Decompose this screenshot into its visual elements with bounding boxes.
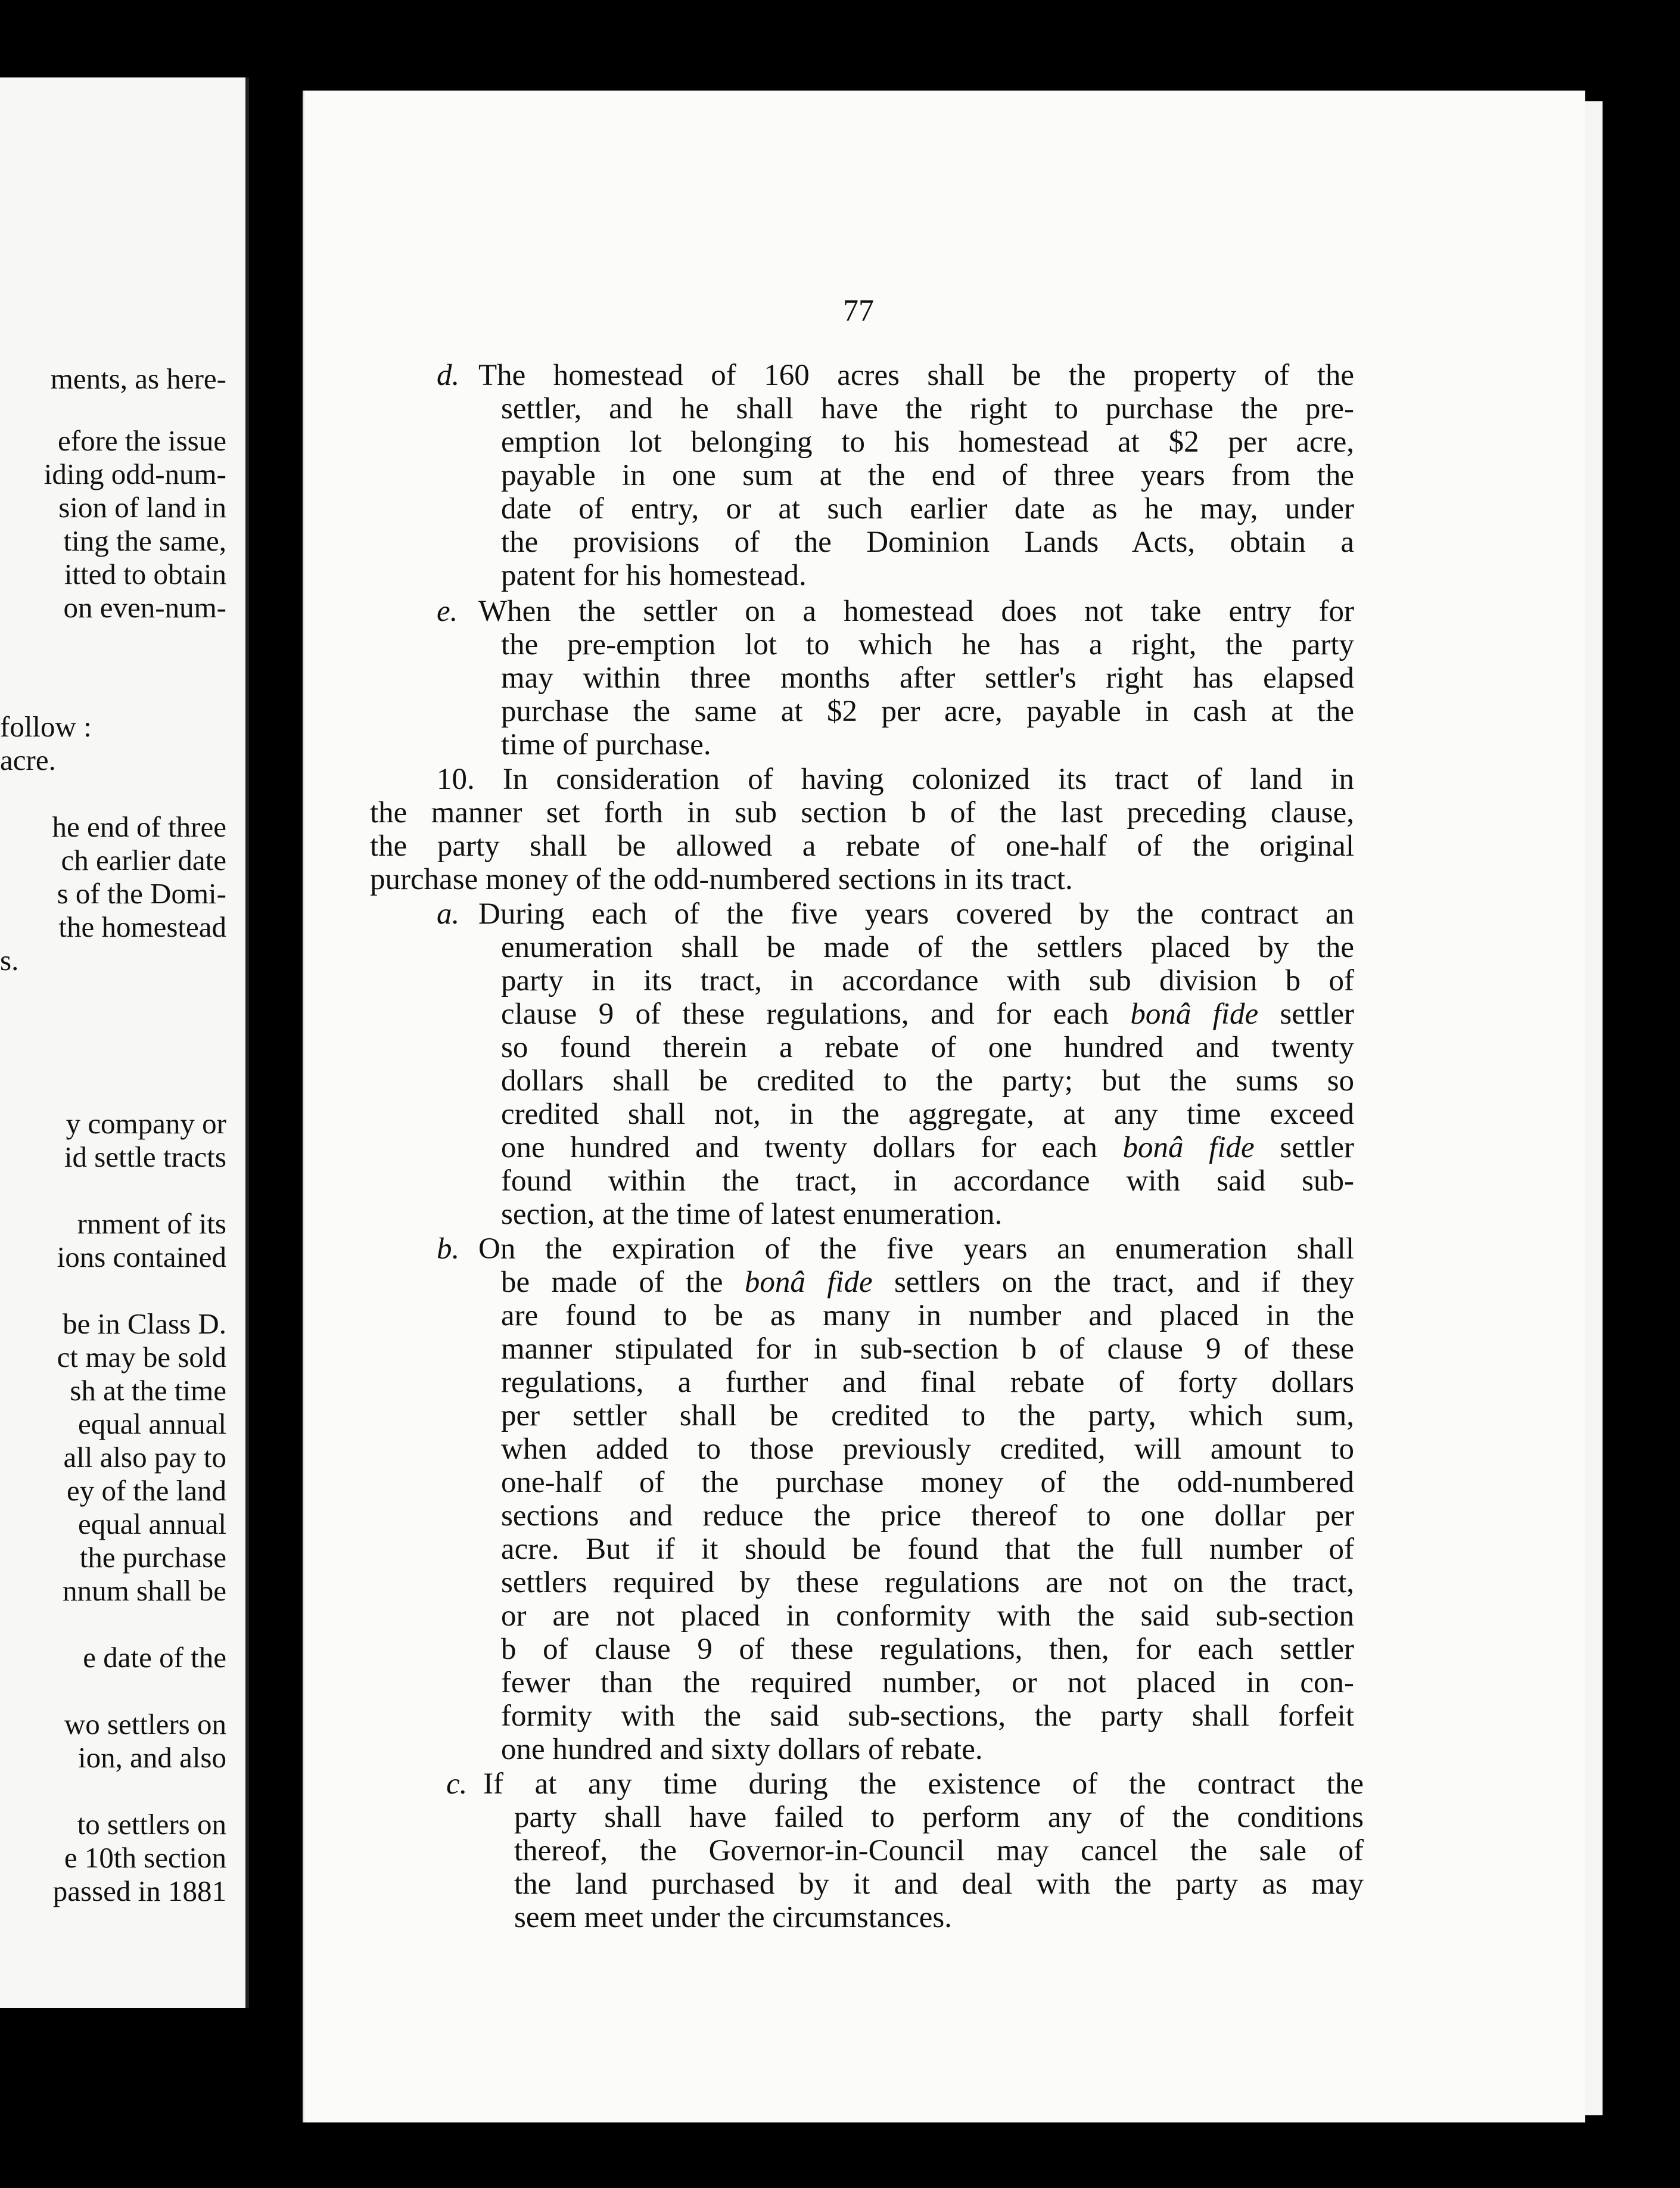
facing-page-fragment: s of the Domi- xyxy=(57,877,226,910)
facing-page-fragment: he end of three xyxy=(52,810,226,843)
facing-page-fragment: id settle tracts xyxy=(64,1140,226,1173)
item-label-c: c. xyxy=(446,1767,468,1801)
item-b-line: settlers required by these regulations are not on the tract, xyxy=(501,1566,1354,1599)
item-d-line: patent for his homestead. xyxy=(501,559,807,592)
item-b-line: when added to those previously credited, will amount to xyxy=(501,1432,1354,1466)
item-a-line: party in its tract, in accordance with sub division b of xyxy=(501,964,1354,997)
item-d-line: the provisions of the Dominion Lands Acts, obtain a xyxy=(501,526,1354,559)
facing-page-fragment: equal annual xyxy=(78,1407,226,1440)
facing-page-fragment: equal annual xyxy=(78,1508,226,1540)
facing-page-fragment: sh at the time xyxy=(70,1374,226,1407)
item-a-line: one hundred and twenty dollars for each bonâ fide settler xyxy=(501,1131,1354,1164)
facing-page-fragment: to settlers on xyxy=(77,1808,226,1841)
item-a-line: enumeration shall be made of the settlers placed by the xyxy=(501,931,1354,964)
item-b-line: acre. But if it should be found that the full number of xyxy=(501,1533,1354,1566)
facing-page-fragment: e date of the xyxy=(83,1641,226,1674)
item-c-line: seem meet under the circumstances. xyxy=(514,1901,952,1934)
facing-page-fragment: e 10th section xyxy=(64,1841,226,1874)
item-a-line: so found therein a rebate of one hundred and twenty xyxy=(501,1031,1354,1064)
item-e-line: time of purchase. xyxy=(501,728,711,762)
facing-page-fragment: wo settlers on xyxy=(64,1708,226,1741)
item-e-line: may within three months after settler's right has elapsed xyxy=(501,661,1354,695)
item-d-line: settler, and he shall have the right to purchase the pre- xyxy=(501,392,1354,425)
facing-page-fragment: sion of land in xyxy=(58,491,226,524)
facing-page-fragment: passed in 1881 xyxy=(52,1875,226,1907)
item-label-a: a. xyxy=(437,897,460,931)
facing-page-fragment: rnment of its xyxy=(77,1207,226,1240)
item-b-line: regulations, a further and final rebate of forty dollars xyxy=(501,1366,1354,1399)
facing-page-fragment: itted to obtain xyxy=(64,558,226,590)
item-label-b: b. xyxy=(437,1232,460,1266)
facing-page-fragment: the purchase xyxy=(79,1541,226,1574)
item-b-line: per settler shall be credited to the party, which sum, xyxy=(501,1399,1354,1432)
item-b-line: are found to be as many in number and placed in the xyxy=(501,1299,1354,1332)
item-label-e: e. xyxy=(437,595,458,628)
facing-page-fragment: iding odd-num- xyxy=(43,458,226,490)
item-a-line: During each of the five years covered by the contract an xyxy=(478,897,1354,931)
section-10-line: purchase money of the odd-numbered sections in its tract. xyxy=(370,863,1073,896)
item-b-line: manner stipulated for in sub-section b of clause 9 of these xyxy=(501,1332,1354,1366)
item-c-line: party shall have failed to perform any of the conditions xyxy=(514,1801,1364,1834)
facing-page-fragment: nnum shall be xyxy=(63,1574,226,1607)
item-b-line: On the expiration of the five years an enumeration shall xyxy=(478,1232,1354,1266)
item-e-line: the pre-emption lot to which he has a right, the party xyxy=(501,628,1354,661)
item-d-line: The homestead of 160 acres shall be the property of the xyxy=(478,359,1354,392)
page-number: 77 xyxy=(843,294,874,328)
facing-page-fragment: ct may be sold xyxy=(57,1341,226,1373)
item-a-line: credited shall not, in the aggregate, at any time exceed xyxy=(501,1098,1354,1131)
facing-page-fragment: ting the same, xyxy=(63,524,226,557)
facing-page-fragment: y company or xyxy=(66,1107,226,1140)
item-a-line: dollars shall be credited to the party; but the sums so xyxy=(501,1064,1354,1098)
facing-page-fragment: ey of the land xyxy=(66,1474,226,1507)
item-e-line: When the settler on a homestead does not take entry for xyxy=(478,595,1354,628)
facing-page xyxy=(0,77,249,2008)
facing-page-fragment: all also pay to xyxy=(63,1441,226,1474)
facing-page-fragment: ions contained xyxy=(57,1241,226,1273)
section-10-line: the party shall be allowed a rebate of one-half of the original xyxy=(370,829,1354,863)
item-b-line: fewer than the required number, or not placed in con- xyxy=(501,1666,1354,1699)
item-c-line: thereof, the Governor-in-Council may cancel the sale of xyxy=(514,1834,1364,1867)
facing-page-fragment: on even-num- xyxy=(63,591,226,624)
next-page-edge xyxy=(1583,101,1603,2115)
item-b-line: be made of the bonâ fide settlers on the tract, and if they xyxy=(501,1266,1354,1299)
item-d-line: payable in one sum at the end of three years from the xyxy=(501,459,1354,492)
item-label-d: d. xyxy=(437,359,460,392)
facing-page-fragment: acre. xyxy=(0,744,56,776)
item-d-line: date of entry, or at such earlier date as he may, under xyxy=(501,492,1354,526)
facing-page-fragment: follow : xyxy=(0,710,92,743)
item-d-line: emption lot belonging to his homestead at $2 per acre, xyxy=(501,425,1354,459)
item-b-line: or are not placed in conformity with the said sub-section xyxy=(501,1599,1354,1633)
item-a-line: clause 9 of these regulations, and for each bonâ fide settler xyxy=(501,997,1354,1031)
item-b-line: formity with the said sub-sections, the party shall forfeit xyxy=(501,1699,1354,1733)
item-a-line: found within the tract, in accordance with said sub- xyxy=(501,1164,1354,1198)
item-b-line: one-half of the purchase money of the odd-numbered xyxy=(501,1466,1354,1499)
facing-page-fragment: ments, as here- xyxy=(50,362,226,395)
facing-page-fragment: be in Class D. xyxy=(63,1307,226,1340)
section-10-line: the manner set forth in sub section b of the last preceding clause, xyxy=(370,796,1354,829)
item-c-line: If at any time during the existence of the contract the xyxy=(483,1767,1364,1801)
facing-page-fragment: s. xyxy=(0,944,19,977)
item-c-line: the land purchased by it and deal with the party as may xyxy=(514,1867,1364,1901)
facing-page-fragment: ion, and also xyxy=(77,1741,226,1774)
facing-page-fragment: ch earlier date xyxy=(61,844,226,877)
document-page xyxy=(303,91,1585,2122)
item-a-line: section, at the time of latest enumeration. xyxy=(501,1198,1003,1231)
facing-page-fragment: the homestead xyxy=(58,910,226,943)
item-b-line: b of clause 9 of these regulations, then, for each settler xyxy=(501,1633,1354,1666)
item-e-line: purchase the same at $2 per acre, payable in cash at the xyxy=(501,695,1354,728)
section-10-line: 10. In consideration of having colonized its tract of land in xyxy=(437,763,1354,796)
item-b-line: one hundred and sixty dollars of rebate. xyxy=(501,1733,983,1766)
item-b-line: sections and reduce the price thereof to one dollar per xyxy=(501,1499,1354,1533)
facing-page-fragment: efore the issue xyxy=(58,424,226,457)
